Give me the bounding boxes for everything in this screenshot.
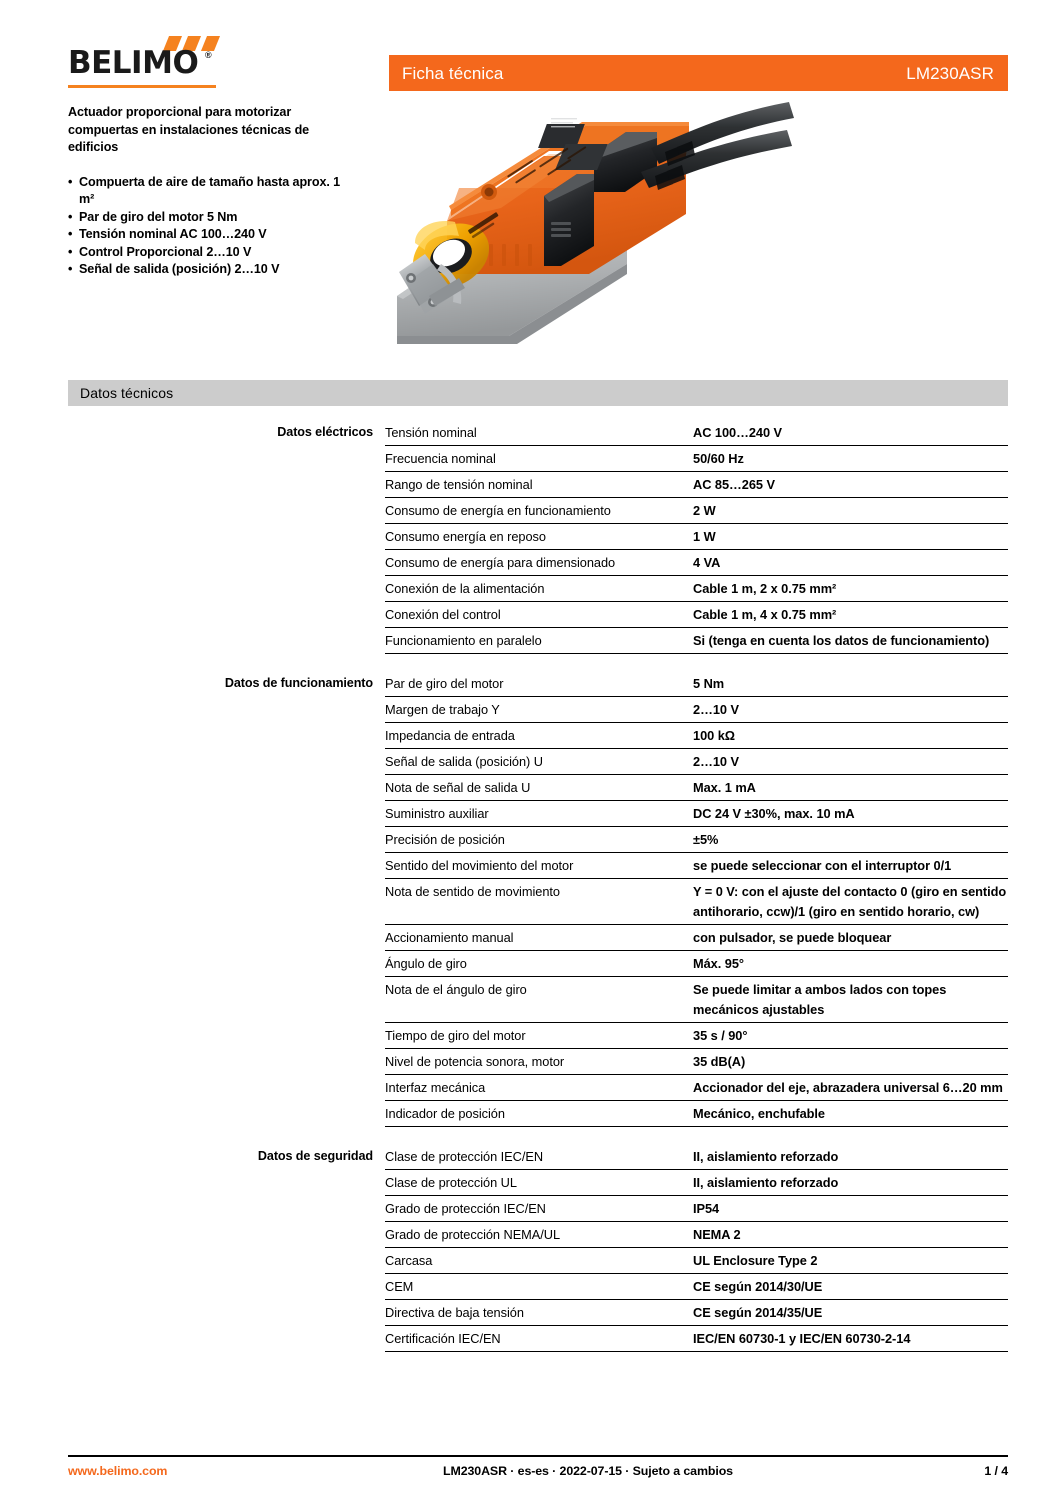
list-item: • Tensión nominal AC 100…240 V bbox=[68, 226, 348, 244]
spec-key: Carcasa bbox=[385, 1253, 433, 1268]
table-row bbox=[385, 1248, 1008, 1274]
spec-key: Par de giro del motor bbox=[385, 676, 504, 691]
actuator-photo-icon bbox=[389, 96, 829, 361]
spec-value: AC 85…265 V bbox=[693, 477, 775, 492]
spec-value: 2 W bbox=[693, 503, 716, 518]
group-label: Datos de seguridad bbox=[257, 1149, 373, 1163]
product-description: Actuador proporcional para motorizar compuertas en instalaciones técnicas de edificios bbox=[68, 105, 310, 154]
spec-value: 2…10 V bbox=[693, 754, 739, 769]
spec-key: Nota de el ángulo de giro bbox=[385, 982, 527, 997]
list-item: • Señal de salida (posición) 2…10 V bbox=[68, 261, 348, 279]
spec-key: Rango de tensión nominal bbox=[385, 477, 533, 492]
group-rows bbox=[385, 420, 1008, 654]
spec-value: 35 dB(A) bbox=[693, 1054, 746, 1069]
spec-value: IEC/EN 60730-1 y IEC/EN 60730-2-14 bbox=[693, 1331, 911, 1346]
spec-key: Indicador de posición bbox=[385, 1106, 505, 1121]
spec-value: Mecánico, enchufable bbox=[693, 1106, 825, 1121]
spec-value: Y = 0 V: con el ajuste del contacto 0 (giro en sentido antihorario, ccw)/1 (giro en sentido horario, cw) bbox=[693, 884, 1007, 919]
spec-value: AC 100…240 V bbox=[693, 425, 783, 440]
table-row bbox=[385, 446, 1008, 472]
footer-website-link[interactable]: www.belimo.com bbox=[68, 1463, 168, 1478]
table-row bbox=[385, 977, 1008, 1023]
spec-value: con pulsador, se puede bloquear bbox=[693, 930, 892, 945]
spec-group-safety bbox=[68, 1144, 1008, 1352]
footer-divider bbox=[68, 1455, 1008, 1457]
table-row bbox=[385, 925, 1008, 951]
table-row bbox=[385, 1196, 1008, 1222]
section-header-datos-tecnicos bbox=[68, 380, 1008, 406]
logo-registered-mark: ® bbox=[205, 50, 212, 60]
spec-key: Nivel de potencia sonora, motor bbox=[385, 1054, 565, 1069]
spec-value: Cable 1 m, 4 x 0.75 mm² bbox=[693, 607, 837, 622]
document-type-label: Ficha técnica bbox=[402, 63, 504, 83]
table-row bbox=[385, 498, 1008, 524]
spec-value: 4 VA bbox=[693, 555, 721, 570]
spec-key: Consumo energía en reposo bbox=[385, 529, 546, 544]
spec-key: Impedancia de entrada bbox=[385, 728, 515, 743]
model-number-label: LM230ASR bbox=[906, 63, 994, 83]
table-row bbox=[385, 1222, 1008, 1248]
spec-key: Nota de sentido de movimiento bbox=[385, 884, 560, 899]
spec-key: Certificación IEC/EN bbox=[385, 1331, 501, 1346]
specifications-table bbox=[68, 420, 1008, 1352]
spec-value: se puede seleccionar con el interruptor 0/1 bbox=[693, 858, 952, 873]
footer-page-number: 1 / 4 bbox=[984, 1463, 1008, 1478]
table-row bbox=[385, 827, 1008, 853]
spec-key: Sentido del movimiento del motor bbox=[385, 858, 574, 873]
spec-key: Tensión nominal bbox=[385, 425, 477, 440]
spec-key: Margen de trabajo Y bbox=[385, 702, 500, 717]
spec-value: 2…10 V bbox=[693, 702, 739, 717]
table-row bbox=[385, 576, 1008, 602]
spec-key: Conexión de la alimentación bbox=[385, 581, 545, 596]
table-row bbox=[385, 1049, 1008, 1075]
list-item: • Compuerta de aire de tamaño hasta aprox. 1 m² bbox=[68, 174, 348, 209]
spec-value: IP54 bbox=[693, 1201, 720, 1216]
table-row bbox=[385, 879, 1008, 925]
spec-key: CEM bbox=[385, 1279, 414, 1294]
spec-key: Tiempo de giro del motor bbox=[385, 1028, 526, 1043]
spec-value: Accionador del eje, abrazadera universal 6…20 mm bbox=[693, 1080, 1003, 1095]
spec-value: 50/60 Hz bbox=[693, 451, 744, 466]
spec-key: Suministro auxiliar bbox=[385, 806, 489, 821]
spec-value: CE según 2014/35/UE bbox=[693, 1305, 823, 1320]
spec-value: 35 s / 90° bbox=[693, 1028, 748, 1043]
group-rows bbox=[385, 1144, 1008, 1352]
spec-key: Señal de salida (posición) U bbox=[385, 754, 543, 769]
spec-key: Conexión del control bbox=[385, 607, 501, 622]
table-row bbox=[385, 853, 1008, 879]
table-row bbox=[385, 1023, 1008, 1049]
spec-key: Funcionamiento en paralelo bbox=[385, 633, 542, 648]
table-row bbox=[385, 1274, 1008, 1300]
spec-key: Grado de protección IEC/EN bbox=[385, 1201, 546, 1216]
feature-list bbox=[68, 174, 348, 279]
logo-wordmark: BELIMO bbox=[68, 45, 199, 81]
table-row bbox=[385, 1144, 1008, 1170]
spec-value: II, aislamiento reforzado bbox=[693, 1149, 839, 1164]
table-row bbox=[385, 697, 1008, 723]
belimo-logo-icon bbox=[68, 36, 218, 92]
spec-key: Interfaz mecánica bbox=[385, 1080, 486, 1095]
group-label: Datos de funcionamiento bbox=[224, 676, 373, 690]
spec-group-electrical bbox=[68, 420, 1008, 654]
list-item: • Control Proporcional 2…10 V bbox=[68, 244, 348, 262]
spec-key: Directiva de baja tensión bbox=[385, 1305, 524, 1320]
spec-value: Máx. 95° bbox=[693, 956, 744, 971]
footer-document-info: LM230ASR · es-es · 2022-07-15 · Sujeto a cambios bbox=[443, 1463, 733, 1478]
document-title-bar bbox=[389, 55, 1008, 91]
spec-value: 100 kΩ bbox=[693, 728, 735, 743]
spec-key: Frecuencia nominal bbox=[385, 451, 496, 466]
spec-key: Grado de protección NEMA/UL bbox=[385, 1227, 561, 1242]
header-area bbox=[0, 0, 1058, 365]
spec-key: Nota de señal de salida U bbox=[385, 780, 531, 795]
spec-key: Ángulo de giro bbox=[385, 956, 467, 971]
table-row bbox=[385, 524, 1008, 550]
spec-value: Se puede limitar a ambos lados con topes mecánicos ajustables bbox=[693, 982, 947, 1017]
spec-value: CE según 2014/30/UE bbox=[693, 1279, 823, 1294]
group-rows bbox=[385, 671, 1008, 1127]
table-row bbox=[385, 775, 1008, 801]
table-row bbox=[385, 671, 1008, 697]
product-photo bbox=[389, 96, 829, 361]
spec-value: UL Enclosure Type 2 bbox=[693, 1253, 818, 1268]
logo-underline bbox=[68, 85, 216, 88]
spec-value: Si (tenga en cuenta los datos de funcionamiento) bbox=[693, 633, 990, 648]
spec-value: II, aislamiento reforzado bbox=[693, 1175, 839, 1190]
spec-value: DC 24 V ±30%, max. 10 mA bbox=[693, 806, 855, 821]
spec-key: Accionamiento manual bbox=[385, 930, 514, 945]
table-row bbox=[385, 602, 1008, 628]
spec-key: Precisión de posición bbox=[385, 832, 505, 847]
section-title: Datos técnicos bbox=[80, 385, 174, 401]
spec-value: 1 W bbox=[693, 529, 716, 544]
spec-value: Cable 1 m, 2 x 0.75 mm² bbox=[693, 581, 837, 596]
table-row bbox=[385, 1075, 1008, 1101]
table-row bbox=[385, 1326, 1008, 1351]
table-row bbox=[385, 951, 1008, 977]
spec-key: Clase de protección IEC/EN bbox=[385, 1149, 544, 1164]
table-row bbox=[385, 628, 1008, 653]
brand-block bbox=[68, 36, 358, 279]
page-footer bbox=[68, 1455, 1008, 1478]
spec-key: Consumo de energía para dimensionado bbox=[385, 555, 616, 570]
table-row bbox=[385, 420, 1008, 446]
table-row bbox=[385, 1101, 1008, 1126]
spec-group-operating bbox=[68, 671, 1008, 1127]
spec-value: ±5% bbox=[693, 832, 719, 847]
group-label: Datos eléctricos bbox=[277, 425, 373, 439]
table-row bbox=[385, 472, 1008, 498]
table-row bbox=[385, 723, 1008, 749]
spec-value: NEMA 2 bbox=[693, 1227, 741, 1242]
table-row bbox=[385, 801, 1008, 827]
spec-key: Consumo de energía en funcionamiento bbox=[385, 503, 611, 518]
spec-value: Max. 1 mA bbox=[693, 780, 756, 795]
table-row bbox=[385, 1300, 1008, 1326]
table-row bbox=[385, 1170, 1008, 1196]
table-row bbox=[385, 550, 1008, 576]
list-item: • Par de giro del motor 5 Nm bbox=[68, 209, 348, 227]
spec-value: 5 Nm bbox=[693, 676, 725, 691]
spec-key: Clase de protección UL bbox=[385, 1175, 517, 1190]
table-row bbox=[385, 749, 1008, 775]
